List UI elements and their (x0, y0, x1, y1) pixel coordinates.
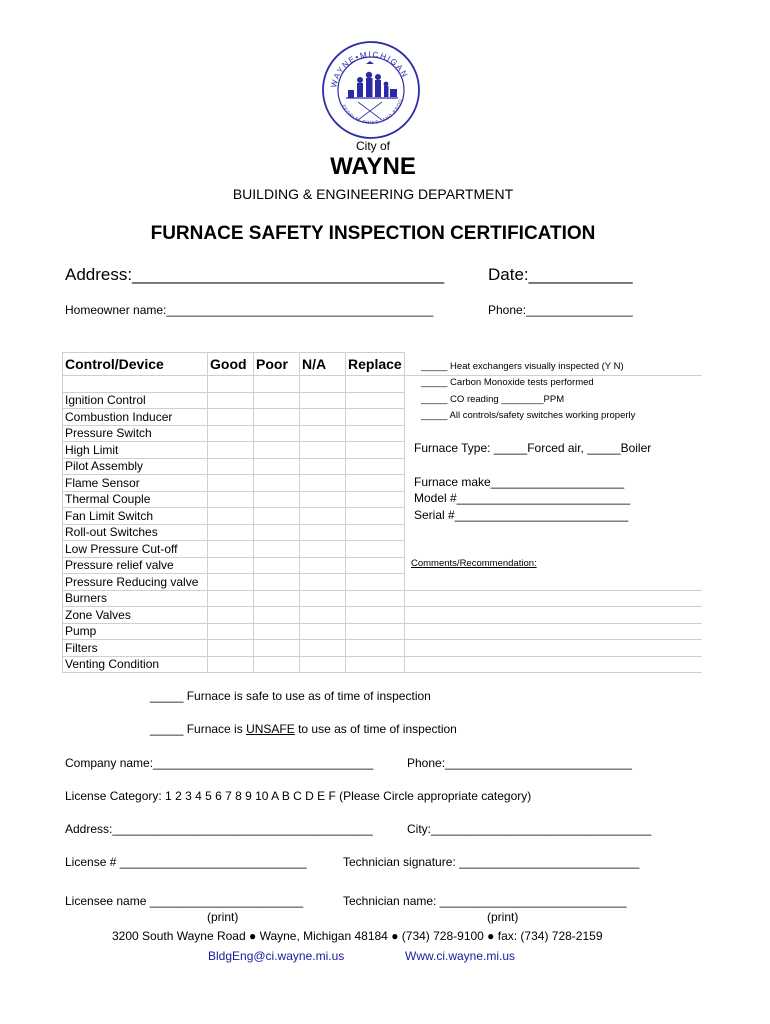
unsafe-word: UNSAFE (246, 722, 295, 736)
control-device-label: High Limit (63, 442, 208, 459)
control-device-label: Pump (63, 623, 208, 640)
address-field[interactable]: Address:_________________________________ (65, 265, 445, 284)
poor-cell[interactable] (254, 442, 300, 459)
na-cell[interactable] (300, 524, 346, 541)
license-number-field[interactable]: License # ____________________________ (65, 855, 307, 869)
technician-name-field[interactable]: Technician name: ____________________________ (343, 894, 627, 908)
na-cell[interactable] (300, 640, 346, 657)
replace-cell[interactable] (346, 425, 405, 442)
poor-cell[interactable] (254, 376, 300, 393)
footer-address-line: 3200 South Wayne Road ● Wayne, Michigan 48184 ● (734) 728-9100 ● fax: (734) 728-2159 (112, 929, 603, 943)
na-cell[interactable] (300, 557, 346, 574)
table-row (63, 590, 702, 607)
company-name-field[interactable]: Company name:_________________________________ (65, 756, 374, 770)
poor-cell[interactable] (254, 590, 300, 607)
replace-cell[interactable] (346, 623, 405, 640)
good-cell[interactable] (208, 425, 254, 442)
unsafe-prefix: _____ Furnace is (150, 722, 247, 736)
side-area-cell[interactable] (404, 640, 702, 657)
side-area-cell (404, 524, 702, 541)
side-area-cell (404, 541, 702, 558)
na-cell[interactable] (300, 590, 346, 607)
control-device-label: Burners (63, 590, 208, 607)
licensee-name-field[interactable]: Licensee name _______________________ (65, 894, 304, 908)
control-device-label: Pilot Assembly (63, 458, 208, 475)
checklist-heat-exchangers[interactable]: _____ Heat exchangers visually inspected (Y N) (421, 361, 624, 372)
replace-cell[interactable] (346, 442, 405, 459)
furnace-make-field[interactable]: Furnace make____________________ (414, 475, 625, 489)
good-cell[interactable] (208, 524, 254, 541)
replace-cell[interactable] (346, 656, 405, 673)
na-cell[interactable] (300, 409, 346, 426)
table-row (63, 574, 702, 591)
homeowner-phone-field[interactable]: Phone:________________ (488, 303, 633, 317)
furnace-safe-line[interactable]: _____ Furnace is safe to use as of time of inspection (150, 689, 431, 703)
table-row (63, 607, 702, 624)
poor-cell[interactable] (254, 508, 300, 525)
poor-cell[interactable] (254, 607, 300, 624)
replace-cell[interactable] (346, 607, 405, 624)
replace-cell[interactable] (346, 392, 405, 409)
poor-cell[interactable] (254, 640, 300, 657)
na-cell[interactable] (300, 574, 346, 591)
good-cell[interactable] (208, 475, 254, 492)
poor-cell[interactable] (254, 623, 300, 640)
good-cell[interactable] (208, 574, 254, 591)
side-area-cell (404, 574, 702, 591)
good-cell[interactable] (208, 508, 254, 525)
table-row (63, 524, 702, 541)
good-cell[interactable] (208, 541, 254, 558)
side-area-cell (404, 458, 702, 475)
company-city-field[interactable]: City:_________________________________ (407, 822, 652, 836)
company-phone-field[interactable]: Phone:____________________________ (407, 756, 632, 770)
good-cell[interactable] (208, 623, 254, 640)
city-seal-logo (318, 40, 423, 140)
furnace-type-field[interactable]: Furnace Type: _____Forced air, _____Boiler (414, 441, 652, 455)
poor-cell[interactable] (254, 656, 300, 673)
header-control-device: Control/Device (63, 353, 208, 376)
poor-cell[interactable] (254, 392, 300, 409)
control-device-label: Fan Limit Switch (63, 508, 208, 525)
form-title: FURNACE SAFETY INSPECTION CERTIFICATION (150, 223, 596, 244)
replace-cell[interactable] (346, 376, 405, 393)
replace-cell[interactable] (346, 475, 405, 492)
replace-cell[interactable] (346, 491, 405, 508)
table-row (63, 656, 702, 673)
control-device-label: Roll-out Switches (63, 524, 208, 541)
poor-cell[interactable] (254, 475, 300, 492)
control-device-label: Low Pressure Cut-off (63, 541, 208, 558)
table-row (63, 640, 702, 657)
na-cell[interactable] (300, 376, 346, 393)
side-area-cell (404, 425, 702, 442)
side-area-cell[interactable] (404, 623, 702, 640)
replace-cell[interactable] (346, 409, 405, 426)
footer-website-link[interactable]: Www.ci.wayne.mi.us (405, 949, 516, 963)
control-device-label: Pressure Switch (63, 425, 208, 442)
homeowner-field[interactable]: Homeowner name:________________________________________ (65, 303, 434, 317)
control-device-label (63, 376, 208, 393)
table-row (63, 458, 702, 475)
license-category-line[interactable]: License Category: 1 2 3 4 5 6 7 8 9 10 A B C D E F (Please Circle appropriate category) (65, 789, 532, 803)
good-cell[interactable] (208, 458, 254, 475)
good-cell[interactable] (208, 376, 254, 393)
department-name: BUILDING & ENGINEERING DEPARTMENT (232, 186, 514, 202)
replace-cell[interactable] (346, 541, 405, 558)
na-cell[interactable] (300, 475, 346, 492)
header-poor: Poor (254, 353, 300, 376)
replace-cell[interactable] (346, 574, 405, 591)
furnace-unsafe-line[interactable] (150, 722, 457, 736)
na-cell[interactable] (300, 425, 346, 442)
control-device-label: Pressure relief valve (63, 557, 208, 574)
comments-label: Comments/Recommendation: (411, 558, 537, 569)
checklist-co-reading[interactable]: _____ CO reading ________PPM (421, 394, 565, 405)
table-row (63, 425, 702, 442)
poor-cell[interactable] (254, 524, 300, 541)
side-area-cell[interactable] (404, 656, 702, 673)
poor-cell[interactable] (254, 541, 300, 558)
unsafe-suffix: to use as of time of inspection (294, 722, 457, 736)
replace-cell[interactable] (346, 508, 405, 525)
control-device-label: Zone Valves (63, 607, 208, 624)
header-good: Good (208, 353, 254, 376)
poor-cell[interactable] (254, 425, 300, 442)
good-cell[interactable] (208, 392, 254, 409)
good-cell[interactable] (208, 656, 254, 673)
header-replace: Replace (346, 353, 405, 376)
checklist-co-tests[interactable]: _____ Carbon Monoxide tests performed (421, 377, 594, 388)
good-cell[interactable] (208, 607, 254, 624)
poor-cell[interactable] (254, 574, 300, 591)
control-device-label: Venting Condition (63, 656, 208, 673)
control-device-label: Filters (63, 640, 208, 657)
table-row (63, 557, 702, 574)
checklist-controls-working[interactable]: _____ All controls/safety switches working properly (421, 410, 636, 421)
replace-cell[interactable] (346, 524, 405, 541)
side-area-cell[interactable] (404, 607, 702, 624)
na-cell[interactable] (300, 607, 346, 624)
good-cell[interactable] (208, 409, 254, 426)
control-device-label: Pressure Reducing valve (63, 574, 208, 591)
na-cell[interactable] (300, 458, 346, 475)
svg-text:WAYNE•MICHIGAN: WAYNE•MICHIGAN (329, 49, 410, 89)
good-cell[interactable] (208, 557, 254, 574)
good-cell[interactable] (208, 590, 254, 607)
na-cell[interactable] (300, 508, 346, 525)
na-cell[interactable] (300, 623, 346, 640)
svg-text:PEOPLE, PRIDE, AND PROGRESS: PEOPLE, PRIDE, AND PROG (341, 97, 404, 126)
replace-cell[interactable] (346, 557, 405, 574)
header-na: N/A (300, 353, 346, 376)
poor-cell[interactable] (254, 458, 300, 475)
na-cell[interactable] (300, 541, 346, 558)
city-of-label: City of (355, 139, 390, 153)
poor-cell[interactable] (254, 491, 300, 508)
na-cell[interactable] (300, 442, 346, 459)
table-row (63, 541, 702, 558)
date-field[interactable]: Date:___________ (488, 265, 633, 284)
na-cell[interactable] (300, 392, 346, 409)
control-device-label: Ignition Control (63, 392, 208, 409)
na-cell[interactable] (300, 491, 346, 508)
poor-cell[interactable] (254, 409, 300, 426)
replace-cell[interactable] (346, 590, 405, 607)
model-field[interactable]: Model #__________________________ (414, 491, 631, 505)
print-label-left: (print) (207, 910, 239, 924)
control-device-label: Thermal Couple (63, 491, 208, 508)
company-address-field[interactable]: Address:_______________________________________ (65, 822, 373, 836)
side-area-cell[interactable] (404, 590, 702, 607)
control-device-label: Flame Sensor (63, 475, 208, 492)
na-cell[interactable] (300, 656, 346, 673)
table-row (63, 623, 702, 640)
serial-field[interactable]: Serial #__________________________ (414, 508, 629, 522)
replace-cell[interactable] (346, 640, 405, 657)
good-cell[interactable] (208, 491, 254, 508)
city-name: WAYNE (330, 153, 416, 180)
control-device-label: Combustion Inducer (63, 409, 208, 426)
good-cell[interactable] (208, 640, 254, 657)
replace-cell[interactable] (346, 458, 405, 475)
print-label-right: (print) (487, 910, 519, 924)
poor-cell[interactable] (254, 557, 300, 574)
technician-signature-field[interactable]: Technician signature: ___________________________ (343, 855, 640, 869)
table-row (63, 392, 702, 409)
footer-email-link[interactable]: BldgEng@ci.wayne.mi.us (208, 949, 345, 963)
good-cell[interactable] (208, 442, 254, 459)
table-row (63, 376, 702, 393)
